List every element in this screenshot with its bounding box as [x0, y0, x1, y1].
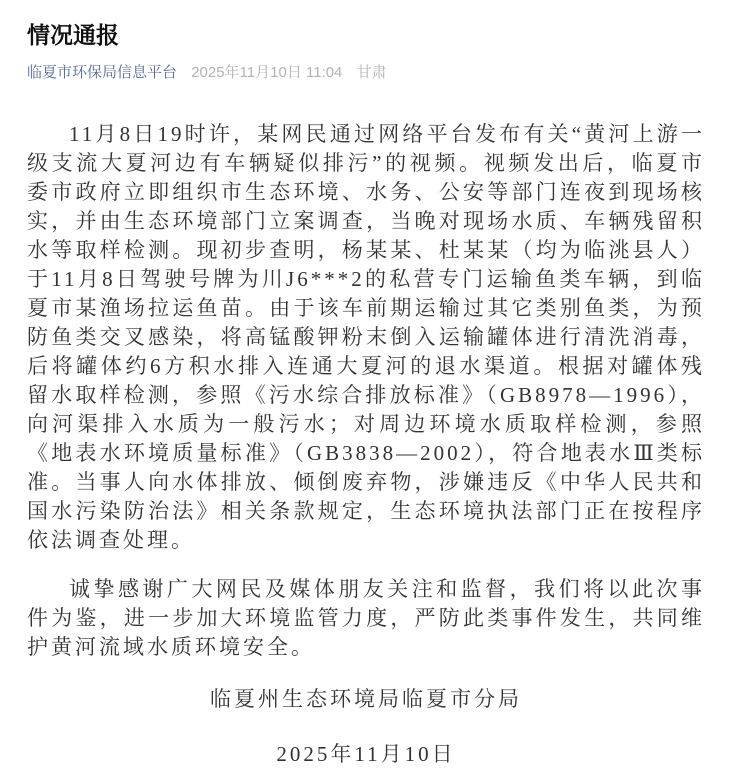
article-dateline: 2025年11月10日 — [276, 742, 456, 766]
article-body — [27, 120, 705, 769]
article-signature: 临夏州生态环境局临夏市分局 — [210, 687, 522, 711]
article-paragraph: 11月8日19时许，某网民通过网络平台发布有关“黄河上游一级支流大夏河边有车辆疑似排污”的视频。视频发出后，临夏市委市政府立即组织市生态环境、水务、公安等部门连夜到现场核实，并由生态环境部门立案调查，当晚对现场水质、车辆残留积水等取样检测。现初步查明，杨某某、杜某某（均为临洮县人）于11月8日驾驶号牌为川J6***2的私营专门运输鱼类车辆，到临夏市某渔场拉运鱼苗。由于该车前期运输过其它类别鱼类，为预防鱼类交叉感染，将高锰酸钾粉末倒入运输罐体进行清洗消毒，后将罐体约6方积水排入连通大夏河的退水渠道。根据对罐体残留水取样检测，参照《污水综合排放标准》（GB8978—1996），向河渠排入水质为一般污水；对周边环境水质取样检测，参照《地表水环境质量标准》（GB3838—2002），符合地表水Ⅲ类标准。当事人向水体排放、倾倒废弃物，涉嫌违反《中华人民共和国水污染防治法》相关条款规定，生态环境执法部门正在按程序依法调查处理。 — [27, 122, 705, 552]
publish-location: 甘肃 — [356, 64, 387, 81]
article-paragraph: 诚挚感谢广大网民及媒体朋友关注和监督，我们将以此次事件为鉴，进一步加大环境监管力度，严防此类事件发生，共同维护黄河流域水质环境安全。 — [27, 577, 705, 659]
account-name-link[interactable]: 临夏市环保局信息平台 — [27, 64, 178, 81]
publish-datetime: 2025年11月10日 11:04 — [191, 64, 343, 81]
byline — [27, 62, 705, 83]
page-title: 情况通报 — [27, 22, 119, 48]
